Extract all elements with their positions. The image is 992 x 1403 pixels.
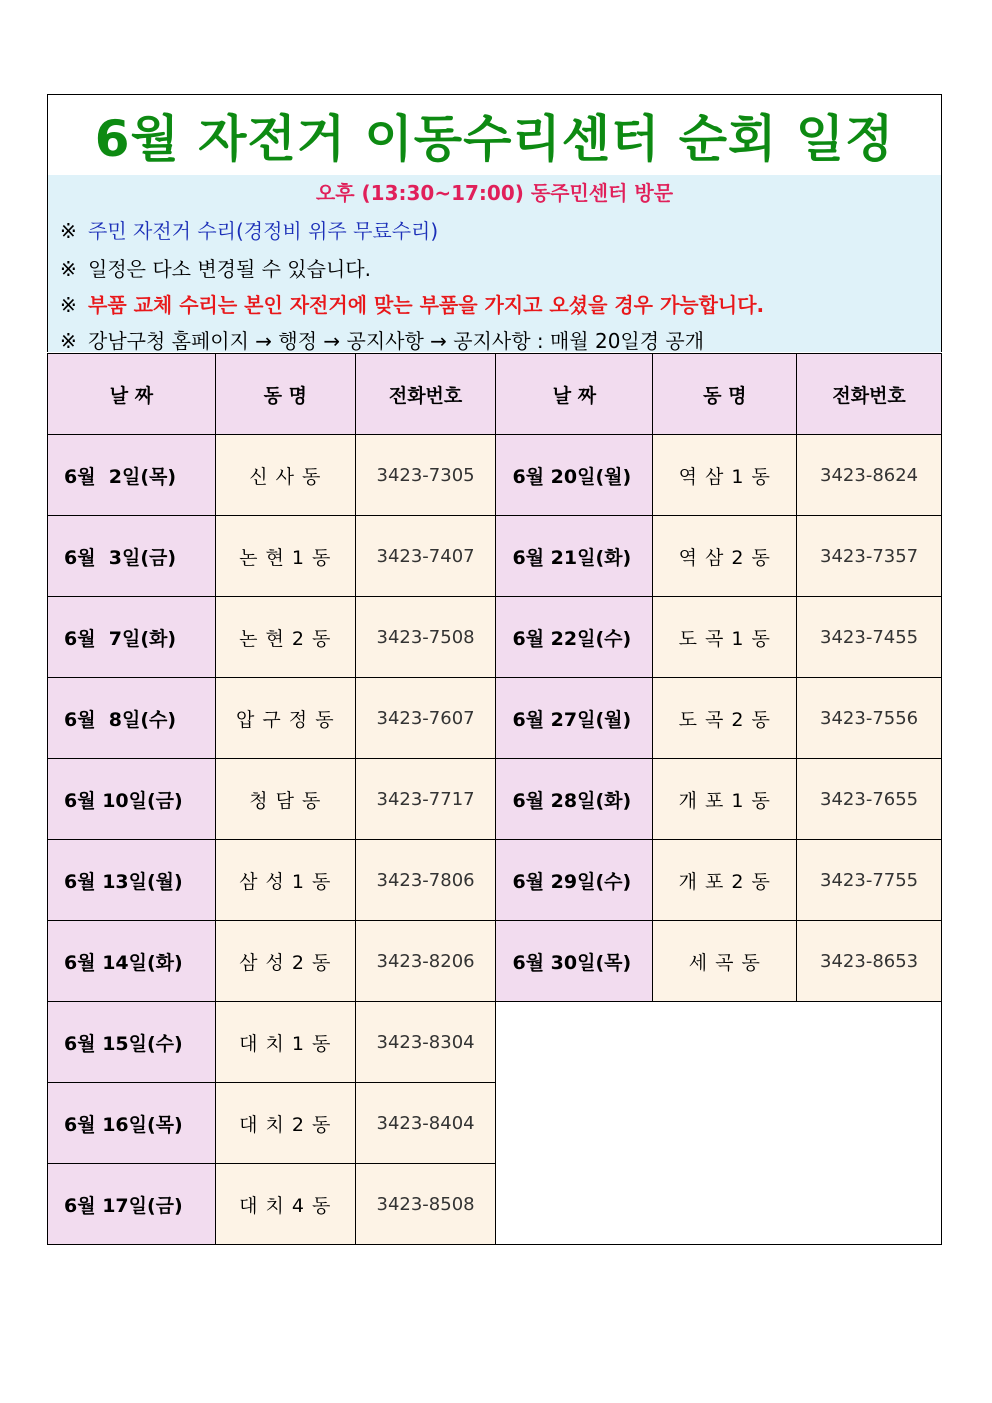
date-cell: 6월 22일(수) <box>496 597 653 678</box>
table-row <box>48 678 942 759</box>
reference-mark-icon: ※ <box>60 329 77 353</box>
title-box <box>47 94 942 176</box>
dong-cell: 압 구 정 동 <box>215 678 355 759</box>
date-cell: 6월 15일(수) <box>48 1002 216 1083</box>
table-row <box>48 840 942 921</box>
table-row <box>48 759 942 840</box>
table-header-row <box>48 354 942 435</box>
phone-cell: 3423-7455 <box>797 597 942 678</box>
phone-cell: 3423-8653 <box>797 921 942 1002</box>
dong-cell: 대 치 2 동 <box>215 1083 355 1164</box>
date-cell: 6월 13일(월) <box>48 840 216 921</box>
header-phone: 전화번호 <box>797 354 942 435</box>
date-cell: 6월 20일(월) <box>496 435 653 516</box>
date-cell: 6월 21일(화) <box>496 516 653 597</box>
dong-cell: 역 삼 1 동 <box>653 435 797 516</box>
dong-cell: 삼 성 2 동 <box>215 921 355 1002</box>
date-cell: 6월 7일(화) <box>48 597 216 678</box>
dong-cell: 세 곡 동 <box>653 921 797 1002</box>
phone-cell: 3423-7407 <box>355 516 496 597</box>
page-title: 6월 자전거 이동수리센터 순회 일정 <box>94 110 895 168</box>
empty-area <box>496 1002 942 1245</box>
dong-cell: 도 곡 2 동 <box>653 678 797 759</box>
header-date: 날 짜 <box>48 354 216 435</box>
date-cell: 6월 28일(화) <box>496 759 653 840</box>
reference-mark-icon: ※ <box>60 219 77 243</box>
notice-line-4: ※ 강남구청 홈페이지 → 행정 → 공지사항 → 공지사항 : 매월 20일경 공개 <box>60 329 705 353</box>
reference-mark-icon: ※ <box>60 257 77 281</box>
table-row <box>48 516 942 597</box>
date-cell: 6월 8일(수) <box>48 678 216 759</box>
phone-cell: 3423-8404 <box>355 1083 496 1164</box>
notice-subtitle: 오후 (13:30~17:00) 동주민센터 방문 <box>315 181 674 205</box>
schedule-document <box>47 94 942 1250</box>
schedule-table <box>47 353 942 1245</box>
notice-line-1: ※ 주민 자전거 수리(경정비 위주 무료수리) <box>60 219 439 243</box>
date-cell: 6월 27일(월) <box>496 678 653 759</box>
phone-cell: 3423-7755 <box>797 840 942 921</box>
phone-cell: 3423-7508 <box>355 597 496 678</box>
header-dong: 동 명 <box>653 354 797 435</box>
header-phone: 전화번호 <box>355 354 496 435</box>
phone-cell: 3423-8304 <box>355 1002 496 1083</box>
table-row <box>48 597 942 678</box>
dong-cell: 개 포 2 동 <box>653 840 797 921</box>
reference-mark-icon: ※ <box>60 293 77 317</box>
dong-cell: 대 치 4 동 <box>215 1164 355 1245</box>
dong-cell: 도 곡 1 동 <box>653 597 797 678</box>
dong-cell: 신 사 동 <box>215 435 355 516</box>
table-row <box>48 1002 942 1083</box>
phone-cell: 3423-7717 <box>355 759 496 840</box>
phone-cell: 3423-7655 <box>797 759 942 840</box>
dong-cell: 개 포 1 동 <box>653 759 797 840</box>
table-row <box>48 435 942 516</box>
header-date: 날 짜 <box>496 354 653 435</box>
date-cell: 6월 16일(목) <box>48 1083 216 1164</box>
date-cell: 6월 2일(목) <box>48 435 216 516</box>
phone-cell: 3423-8624 <box>797 435 942 516</box>
dong-cell: 논 현 2 동 <box>215 597 355 678</box>
dong-cell: 논 현 1 동 <box>215 516 355 597</box>
header-dong: 동 명 <box>215 354 355 435</box>
dong-cell: 청 담 동 <box>215 759 355 840</box>
dong-cell: 역 삼 2 동 <box>653 516 797 597</box>
phone-cell: 3423-7357 <box>797 516 942 597</box>
date-cell: 6월 3일(금) <box>48 516 216 597</box>
phone-cell: 3423-7607 <box>355 678 496 759</box>
phone-cell: 3423-8206 <box>355 921 496 1002</box>
date-cell: 6월 14일(화) <box>48 921 216 1002</box>
phone-cell: 3423-7806 <box>355 840 496 921</box>
date-cell: 6월 30일(목) <box>496 921 653 1002</box>
table-row <box>48 921 942 1002</box>
notice-line-3: ※ 부품 교체 수리는 본인 자전거에 맞는 부품을 가지고 오셨을 경우 가능합니다. <box>60 293 765 317</box>
date-cell: 6월 10일(금) <box>48 759 216 840</box>
date-cell: 6월 29일(수) <box>496 840 653 921</box>
date-cell: 6월 17일(금) <box>48 1164 216 1245</box>
phone-cell: 3423-7305 <box>355 435 496 516</box>
notice-line-2: ※ 일정은 다소 변경될 수 있습니다. <box>60 257 371 281</box>
phone-cell: 3423-8508 <box>355 1164 496 1245</box>
dong-cell: 삼 성 1 동 <box>215 840 355 921</box>
notice-box <box>47 175 942 352</box>
dong-cell: 대 치 1 동 <box>215 1002 355 1083</box>
phone-cell: 3423-7556 <box>797 678 942 759</box>
